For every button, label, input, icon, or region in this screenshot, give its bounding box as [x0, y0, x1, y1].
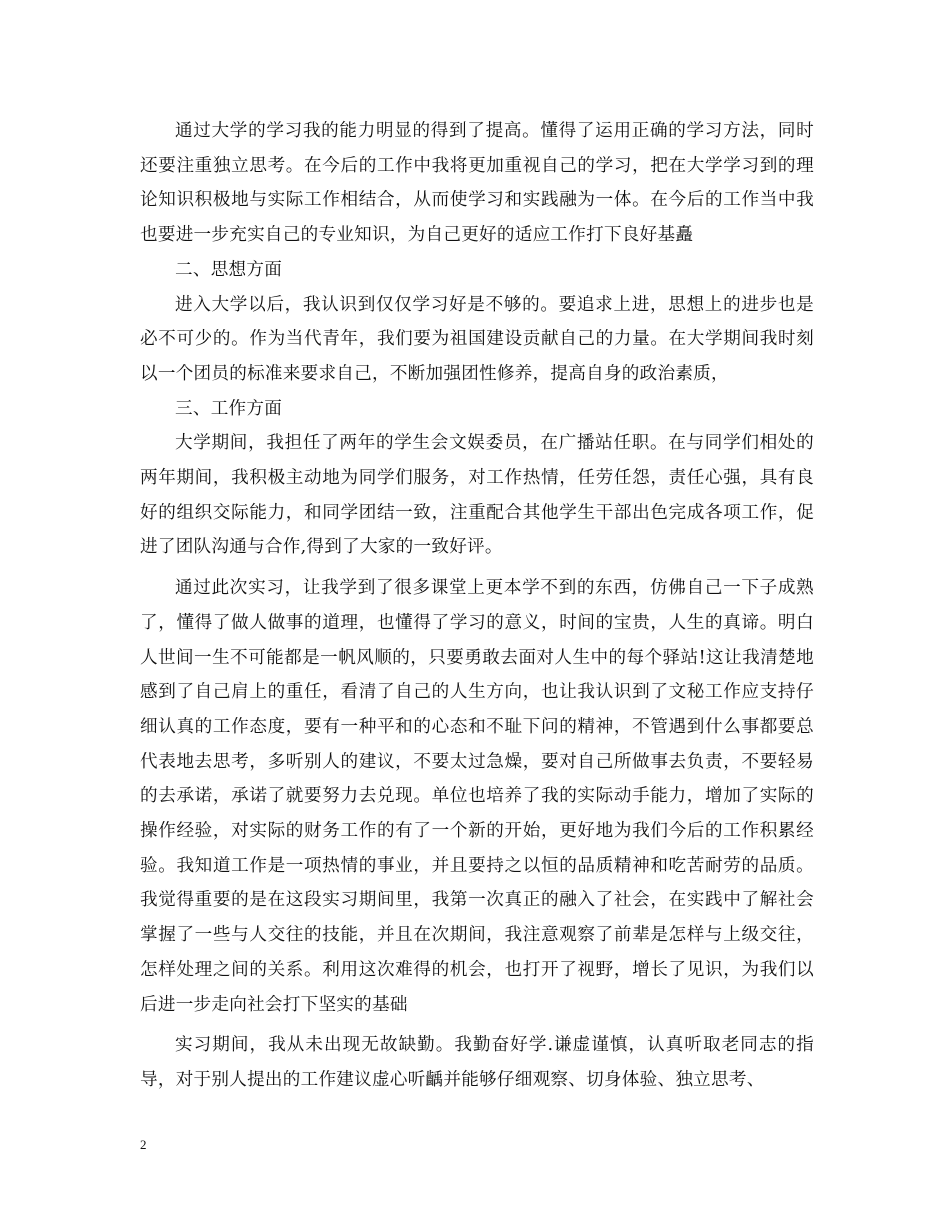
paragraph-attendance: 实习期间，我从未出现无故缺勤。我勤奋好学.谦虚谨慎，认真听取老同志的指导，对于别人提出的工作建议虚心听齲并能够仔细观察、切身体验、独立思考、	[140, 1035, 814, 1090]
paragraph-thought: 进入大学以后，我认识到仅仅学习好是不够的。要追求上进，思想上的进步也是必不可少的。作为当代青年，我们要为祖国建设贡献自己的力量。在大学期间我时刻以一个团员的标准来要求自己，不断加强团性修养，提高自身的政治素质，	[140, 294, 814, 384]
paragraph-internship: 通过此次实习，让我学到了很多课堂上更本学不到的东西，仿佛自己一下子成熟了，懂得了做人做事的道理，也懂得了学习的意义，时间的宝贵，人生的真谛。明白人世间一生不可能都是一帆风顺的，只要勇敢去面对人生中的每个驿站!这让我清楚地感到了自己肩上的重任，看清了自己的人生方向，也让我认识到了文秘工作应支持仔细认真的工作态度，要有一种平和的心态和不耻下问的精神，不管遇到什么事都要总代表地去思考，多听别人的建议，不要太过急燥，要对自己所做事去负责，不要轻易的去承诺，承诺了就要努力去兑现。单位也培养了我的实际动手能力，增加了实际的操作经验，对实际的财务工作的有了一个新的开始，更好地为我们今后的工作积累经验。我知道工作是一项热情的事业，并且要持之以恒的品质精神和吃苦耐劳的品质。我觉得重要的是在这段实习期间里，我第一次真正的融入了社会，在实践中了解社会掌握了一些与人交往的技能，并且在次期间，我注意观察了前辈是怎样与上级交往，怎样处理之间的关系。利用这次难得的机会，也打开了视野，增长了见识，为我们以后进一步走向社会打下坚实的基础	[140, 578, 814, 1015]
section-heading-thought: 二、思想方面	[175, 259, 283, 280]
document-body	[140, 114, 814, 1098]
section-heading-work: 三、工作方面	[175, 398, 283, 419]
paragraph-study-ability: 通过大学的学习我的能力明显的得到了提高。懂得了运用正确的学习方法，同时还要注重独立思考。在今后的工作中我将更加重视自己的学习，把在大学学习到的理论知识积极地与实际工作相结合，从而使学习和实践融为一体。在今后的工作当中我也要进一步充实自己的专业知识，为自己更好的适应工作打下良好基矗	[140, 121, 814, 246]
paragraph-work: 大学期间，我担任了两年的学生会文娱委员，在广播站任职。在与同学们相处的两年期间，我积极主动地为同学们服务，对工作热情，任劳任怨，责任心强，具有良好的组织交际能力，和同学团结一致，注重配合其他学生干部出色完成各项工作，促进了团队沟通与合作,得到了大家的一致好评。	[140, 433, 814, 558]
page-number: 2	[140, 1137, 147, 1152]
